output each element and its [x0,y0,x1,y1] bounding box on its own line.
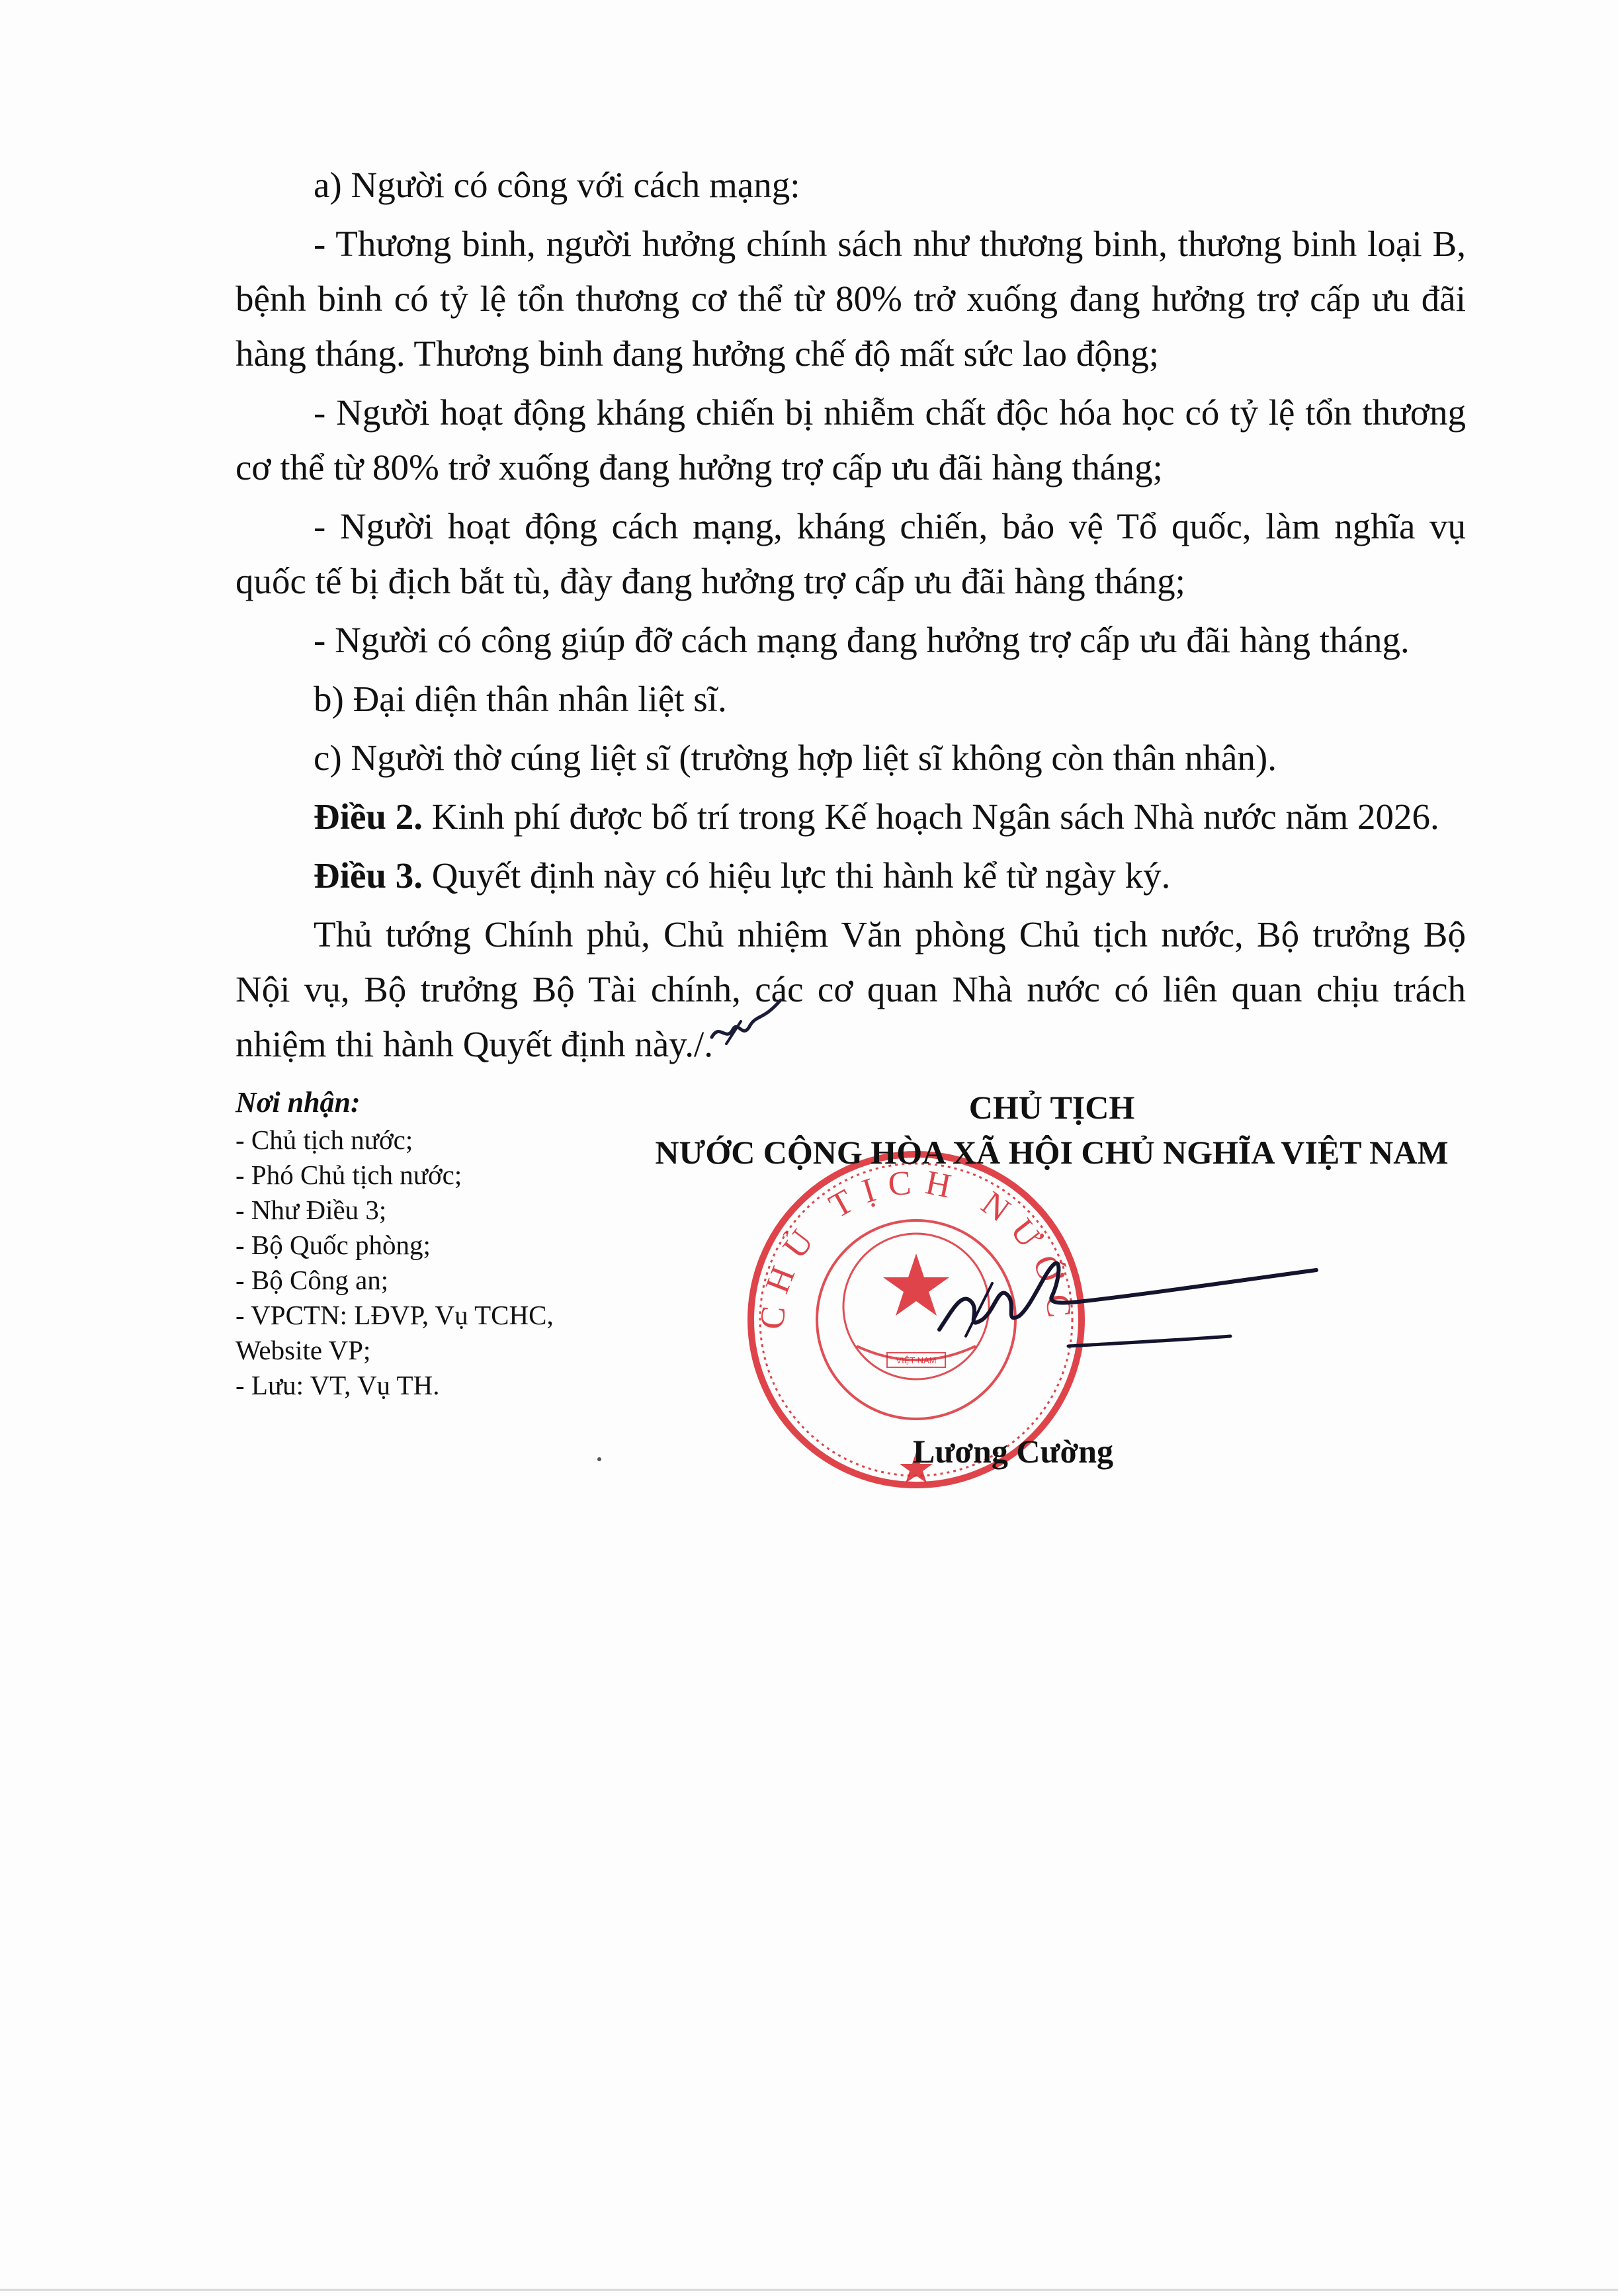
signer-name: Lương Cường [913,1433,1113,1470]
stray-dot [597,1457,601,1461]
recipient-item: - Phó Chủ tịch nước; [235,1160,462,1190]
document-body [235,157,1466,1072]
recipients-list [235,1085,646,1403]
article-2 [235,789,1466,844]
paragraph-a: a) Người có công với cách mạng: [314,165,800,205]
paragraph-a2: - Người hoạt động kháng chiến bị nhiễm chất độc hóa học có tỷ lệ tổn thương cơ thể từ 80% trở xuống đang hưởng trợ cấp ưu đãi hàng tháng; [235,392,1466,488]
signer-title: CHỦ TỊCH [968,1089,1135,1126]
recipients-heading: Nơi nhận: [235,1086,361,1119]
article-2-text: Kinh phí được bố trí trong Kế hoạch Ngân sách Nhà nước năm 2026. [423,796,1439,837]
recipient-item: - VPCTN: LĐVP, Vụ TCHC, Website VP; [235,1300,554,1365]
paragraph-b: b) Đại diện thân nhân liệt sĩ. [314,679,727,719]
initial-mark [706,996,786,1049]
paragraph-c: c) Người thờ cúng liệt sĩ (trường hợp liệt sĩ không còn thân nhân). [314,738,1277,778]
article-3-text: Quyết định này có hiệu lực thi hành kể từ ngày ký. [423,855,1171,896]
paragraph-a4: - Người có công giúp đỡ cách mạng đang hưởng trợ cấp ưu đãi hàng tháng. [314,620,1410,660]
recipient-item: - Chủ tịch nước; [235,1125,413,1155]
article-3-label: Điều 3. [314,855,423,896]
handwritten-signature [926,1244,1323,1376]
paragraph-a1: - Thương binh, người hưởng chính sách như thương binh, thương binh loại B, bệnh binh có tỷ lệ tổn thương cơ thể từ 80% trở xuống đang hưởng trợ cấp ưu đãi hàng tháng. Thương binh đang hưởng chế độ mất sức lao động; [235,224,1466,374]
page-edge [0,2289,1618,2291]
signer-organization: NƯỚC CỘNG HÒA XÃ HỘI CHỦ NGHĨA VIỆT NAM [655,1134,1449,1171]
recipient-item: - Bộ Công an; [235,1265,389,1295]
signature-block [622,1085,1482,1175]
recipient-item: - Như Điều 3; [235,1195,387,1225]
recipient-item: - Lưu: VT, Vụ TH. [235,1370,440,1400]
closing-paragraph: Thủ tướng Chính phủ, Chủ nhiệm Văn phòng Chủ tịch nước, Bộ trưởng Bộ Nội vụ, Bộ trưởng Bộ Tài chính, các cơ quan Nhà nước có liên quan chịu trách nhiệm thi hành Quyết định này./. [235,914,1466,1064]
seal-banner: VIỆT NAM [896,1355,937,1365]
seal-text: CHỦ TỊCH NƯỚC [753,1163,1080,1332]
recipient-item: - Bộ Quốc phòng; [235,1230,431,1260]
paragraph-a3: - Người hoạt động cách mạng, kháng chiến, bảo vệ Tổ quốc, làm nghĩa vụ quốc tế bị địch bắt tù, đày đang hưởng trợ cấp ưu đãi hàng tháng; [235,506,1466,601]
article-3 [235,848,1466,903]
article-2-label: Điều 2. [314,796,423,837]
